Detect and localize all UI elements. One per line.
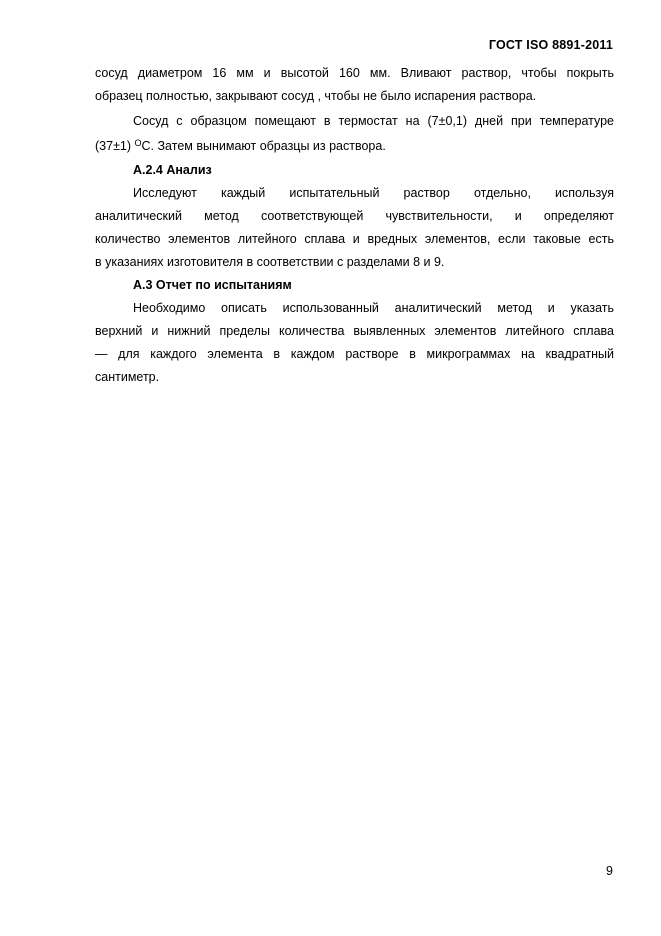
text-line: образец полностью, закрывают сосуд , чтобы не было испарения раствора. xyxy=(95,89,537,103)
text-line: аналитический метод соответствующей чувствительности, и определяют xyxy=(95,209,614,223)
section-heading-report: А.3 Отчет по испытаниям xyxy=(133,278,292,292)
paragraph-vessel xyxy=(95,62,614,108)
text-line xyxy=(95,135,614,159)
section-heading-analysis: А.2.4 Анализ xyxy=(133,163,212,177)
text-line: в указаниях изготовителя в соответствии с разделами 8 и 9. xyxy=(95,255,445,269)
text-line: сосуд диаметром 16 мм и высотой 160 мм. Вливают раствор, чтобы покрыть xyxy=(95,66,614,80)
degree-symbol: О xyxy=(134,138,142,148)
document-body xyxy=(95,62,614,389)
text-line: Необходимо описать использованный аналитический метод и указать xyxy=(133,301,614,315)
text-line: — для каждого элемента в каждом растворе в микрограммах на квадратный xyxy=(95,347,614,361)
text-line: Сосуд с образцом помещают в термостат на (7±0,1) дней при температуре xyxy=(133,114,614,128)
text-fragment: С. Затем вынимают образцы из раствора. xyxy=(141,139,386,153)
text-line: сантиметр. xyxy=(95,370,160,384)
paragraph-analysis xyxy=(95,182,614,274)
text-line: количество элементов литейного сплава и вредных элементов, если таковые есть xyxy=(95,232,614,246)
paragraph-thermostat xyxy=(95,110,614,159)
text-line: Исследуют каждый испытательный раствор отдельно, используя xyxy=(133,186,614,200)
page-number: 9 xyxy=(606,864,613,878)
text-line: верхний и нижний пределы количества выявленных элементов литейного сплава xyxy=(95,324,614,338)
standard-header: ГОСТ ISO 8891-2011 xyxy=(488,38,613,52)
paragraph-report xyxy=(95,297,614,389)
temperature-value: (37±1) xyxy=(95,139,135,153)
